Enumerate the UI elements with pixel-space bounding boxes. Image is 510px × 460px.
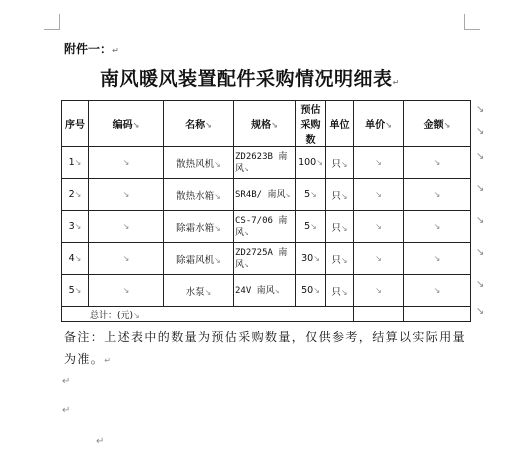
cell-amount: ↘ [404,179,471,211]
paragraph-mark: ↵ [96,436,105,447]
row-end-mark: ↘ [476,151,485,162]
paragraph-mark: ↵ [62,405,71,416]
cell-price: ↘ [354,147,404,179]
row-end-mark: ↘ [476,104,485,115]
cell-spec: ZD2623B 南风↘ [234,147,296,179]
table-row [62,275,471,307]
cell-code: ↘ [89,243,164,275]
header-code: 编码↘ [89,101,164,147]
header-amount: 金额↘ [404,101,471,147]
procurement-table [61,100,471,322]
cell-qty: 5↘ [296,211,326,243]
cell-spec: CS-7/06 南风↘ [234,211,296,243]
table-header-row [62,101,471,147]
table-row [62,243,471,275]
cell-amount: ↘ [404,243,471,275]
row-end-mark: ↘ [476,183,485,194]
cell-price: ↘ [354,179,404,211]
cell-no: 2↘ [62,179,89,211]
total-price-cell [354,307,404,322]
row-end-mark: ↘ [476,279,485,290]
cell-name: 水泵↘ [164,275,234,307]
table-row [62,211,471,243]
row-end-mark: ↘ [476,215,485,226]
table-row [62,147,471,179]
cell-no: 1↘ [62,147,89,179]
cell-spec: 24V 南风↘ [234,275,296,307]
total-row [62,307,471,322]
cell-code: ↘ [89,179,164,211]
cell-spec: SR4B/ 南风↘ [234,179,296,211]
cell-unit: 只↘ [326,147,354,179]
cell-unit: 只↘ [326,243,354,275]
cell-no: 3↘ [62,211,89,243]
cell-spec: ZD2725A 南风↘ [234,243,296,275]
cell-name: 散热水箱↘ [164,179,234,211]
row-end-mark: ↘ [476,126,485,137]
cell-unit: 只↘ [326,275,354,307]
cell-unit: 只↘ [326,211,354,243]
row-end-mark: ↘ [476,247,485,258]
document-title: 南风暖风装置配件采购情况明细表↵ [100,68,400,90]
crop-mark-top-left [44,14,60,30]
cell-no: 4↘ [62,243,89,275]
header-no: 序号 [62,101,89,147]
cell-name: 除霜风机↘ [164,243,234,275]
cell-amount: ↘ [404,211,471,243]
header-spec: 规格↘ [234,101,296,147]
footnote-line-2: 为准。↵ [64,352,113,366]
header-unit: 单位 [326,101,354,147]
total-amount-cell [404,307,471,322]
cell-price: ↘ [354,211,404,243]
row-end-mark: ↘ [476,306,485,317]
cell-amount: ↘ [404,147,471,179]
crop-mark-top-right [464,14,480,30]
cell-name: 除霜水箱↘ [164,211,234,243]
cell-code: ↘ [89,211,164,243]
annex-label: 附件一：↵ [64,42,119,56]
header-price: 单价↘ [354,101,404,147]
cell-qty: 5↘ [296,179,326,211]
cell-qty: 30↘ [296,243,326,275]
footnote [64,326,474,372]
total-label: 总计：(元)↘ [62,307,354,322]
cell-code: ↘ [89,275,164,307]
cell-unit: 只↘ [326,179,354,211]
cell-code: ↘ [89,147,164,179]
footnote-line-1: 备注：上述表中的数量为预估采购数量，仅供参考，结算以实际用量 [64,330,467,344]
cell-price: ↘ [354,275,404,307]
cell-qty: 100↘ [296,147,326,179]
cell-amount: ↘ [404,275,471,307]
cell-no: 5↘ [62,275,89,307]
cell-qty: 50↘ [296,275,326,307]
cell-price: ↘ [354,243,404,275]
cell-name: 散热风机↘ [164,147,234,179]
table-row [62,179,471,211]
header-qty: 预估采购数 [296,101,326,147]
paragraph-mark: ↵ [62,376,71,387]
header-name: 名称↘ [164,101,234,147]
